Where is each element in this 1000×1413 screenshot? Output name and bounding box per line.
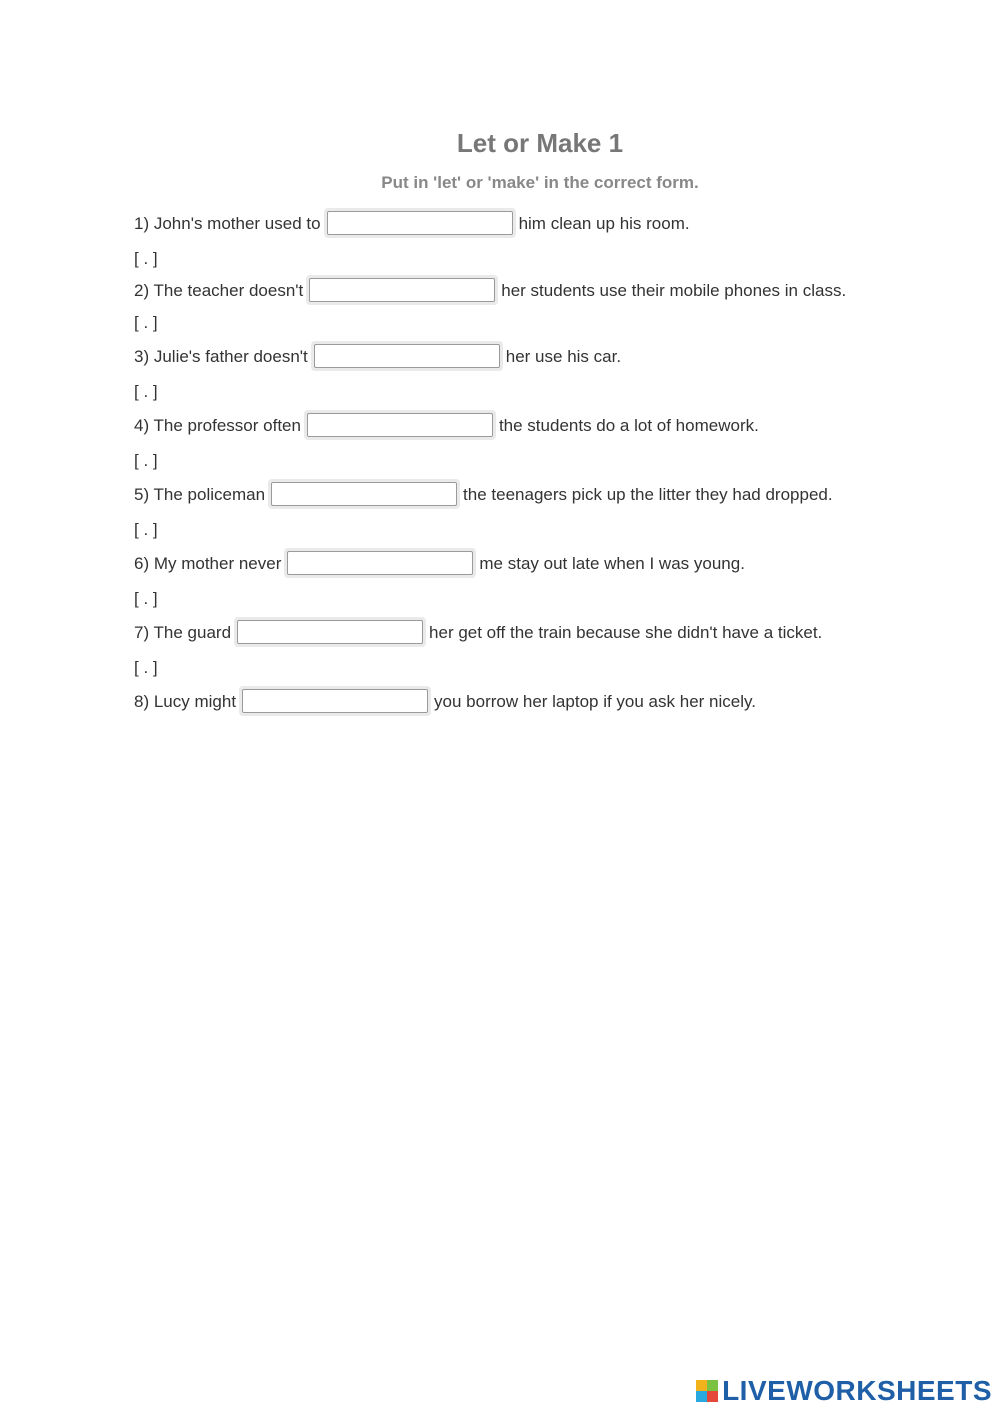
question-1-suffix: him clean up his room. (518, 214, 690, 233)
worksheet-instructions: Put in 'let' or 'make' in the correct form. (381, 173, 699, 192)
liveworksheets-wordmark: LIVEWORKSHEETS (722, 1375, 992, 1406)
answer-marker-3: [ . ] (134, 382, 158, 401)
question-8-prefix: 8) Lucy might (134, 692, 237, 711)
answer-6-input[interactable] (287, 551, 473, 575)
liveworksheets-logo-icon (696, 1380, 718, 1402)
question-5-prefix: 5) The policeman (134, 485, 266, 504)
answer-1-frame (324, 208, 516, 238)
question-7 (134, 614, 884, 652)
answer-marker-7: [ . ] (134, 658, 158, 677)
logo-square-3 (696, 1391, 707, 1402)
logo-square-2 (707, 1380, 718, 1391)
question-5-suffix: the teenagers pick up the litter they had dropped. (463, 485, 833, 504)
question-8-suffix: you borrow her laptop if you ask her nicely. (434, 692, 756, 711)
question-6-suffix: me stay out late when I was young. (479, 554, 745, 573)
question-5 (134, 476, 884, 514)
question-4-suffix: the students do a lot of homework. (498, 416, 759, 435)
answer-2-frame (306, 275, 498, 305)
logo-square-4 (707, 1391, 718, 1402)
answer-marker-2: [ . ] (134, 313, 158, 332)
exercise-list (134, 205, 884, 721)
question-6 (134, 545, 884, 583)
question-8 (134, 683, 884, 721)
logo-square-1 (696, 1380, 707, 1391)
answer-3-input[interactable] (314, 344, 500, 368)
answer-8-frame (239, 686, 431, 716)
answer-5-input[interactable] (271, 482, 457, 506)
question-2 (134, 274, 884, 307)
question-2-prefix: 2) The teacher doesn't (134, 281, 304, 300)
answer-2-input[interactable] (309, 278, 495, 302)
question-7-prefix: 7) The guard (134, 623, 232, 642)
question-3-suffix: her use his car. (505, 347, 622, 366)
question-4-prefix: 4) The professor often (134, 416, 301, 435)
question-2-suffix: her students use their mobile phones in class. (501, 281, 847, 300)
answer-marker-5: [ . ] (134, 520, 158, 539)
answer-marker-6: [ . ] (134, 589, 158, 608)
question-3 (134, 338, 884, 376)
answer-8-input[interactable] (242, 689, 428, 713)
answer-marker-1: [ . ] (134, 249, 158, 268)
question-3-prefix: 3) Julie's father doesn't (134, 347, 308, 366)
answer-7-frame (234, 617, 426, 647)
answer-5-frame (268, 479, 460, 509)
answer-4-input[interactable] (307, 413, 493, 437)
question-1-prefix: 1) John's mother used to (134, 214, 321, 233)
answer-6-frame (284, 548, 476, 578)
question-1 (134, 205, 884, 243)
answer-1-input[interactable] (327, 211, 513, 235)
question-4 (134, 407, 884, 445)
liveworksheets-brand[interactable] (696, 1373, 992, 1409)
question-6-prefix: 6) My mother never (134, 554, 282, 573)
worksheet-title: Let or Make 1 (456, 128, 624, 158)
question-7-suffix: her get off the train because she didn't have a ticket. (429, 623, 823, 642)
answer-3-frame (311, 341, 503, 371)
answer-marker-4: [ . ] (134, 451, 158, 470)
answer-7-input[interactable] (237, 620, 423, 644)
answer-4-frame (304, 410, 496, 440)
